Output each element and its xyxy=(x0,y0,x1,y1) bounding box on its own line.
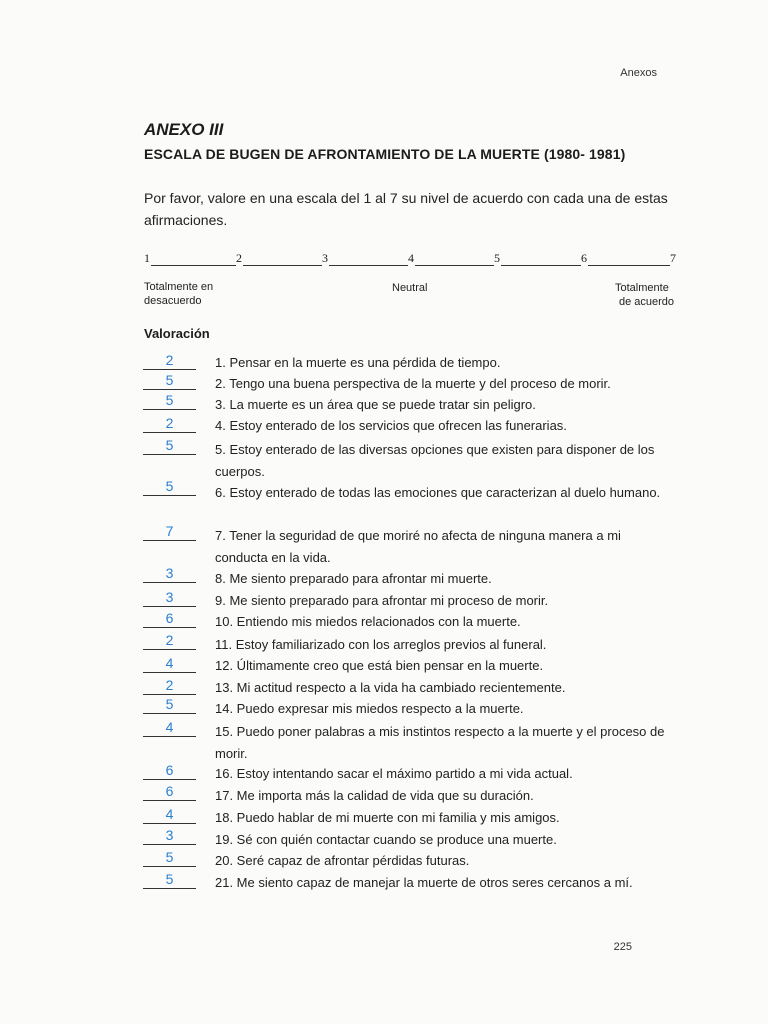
answer-field[interactable] xyxy=(143,564,196,583)
item-statement: 6. Estoy enterado de todas las emociones que caracterizan al duelo humano. xyxy=(215,485,661,500)
answer-value: 4 xyxy=(165,655,174,671)
answer-value: 4 xyxy=(165,719,174,735)
item-statement: 8. Me siento preparado para afrontar mi muerte. xyxy=(215,571,492,586)
item-statement: 9. Me siento preparado para afrontar mi proceso de morir. xyxy=(215,593,549,608)
scale-number-6: 6 xyxy=(581,251,587,265)
running-header: Anexos xyxy=(620,67,657,79)
answer-field[interactable] xyxy=(143,436,196,455)
answer-field[interactable] xyxy=(143,371,196,390)
scale-right-label-line: Totalmente xyxy=(615,282,669,294)
scale-left-label xyxy=(144,280,213,308)
scale-segment xyxy=(151,265,236,266)
item-statement: 14. Puedo expresar mis miedos respecto a la muerte. xyxy=(215,701,524,716)
answer-field[interactable] xyxy=(143,351,196,370)
answer-value: 5 xyxy=(165,478,174,494)
answer-value: 6 xyxy=(165,762,174,778)
item-statement: 21. Me siento capaz de manejar la muerte de otros seres cercanos a mí. xyxy=(215,875,633,890)
scale-title: ESCALA DE BUGEN DE AFRONTAMIENTO DE LA MUERTE (1980- 1981) xyxy=(144,146,626,162)
answer-value: 3 xyxy=(165,827,174,843)
answer-value: 2 xyxy=(165,677,174,693)
scale-number-7: 7 xyxy=(670,251,676,265)
likert-scale xyxy=(144,251,680,269)
answer-value: 5 xyxy=(165,392,174,408)
answer-value: 3 xyxy=(165,565,174,581)
scale-segment xyxy=(588,265,670,266)
item-statement: 12. Últimamente creo que está bien pensar en la muerte. xyxy=(215,658,544,673)
scale-right-label xyxy=(615,281,674,309)
answer-field[interactable] xyxy=(143,522,196,541)
answer-value: 5 xyxy=(165,372,174,388)
answer-field[interactable] xyxy=(143,695,196,714)
scale-number-3: 3 xyxy=(322,251,328,265)
answer-value: 5 xyxy=(165,849,174,865)
answer-field[interactable] xyxy=(143,782,196,801)
answer-field[interactable] xyxy=(143,805,196,824)
scale-number-5: 5 xyxy=(494,251,500,265)
item-statement: 11. Estoy familiarizado con los arreglos previos al funeral. xyxy=(215,637,547,652)
answer-field[interactable] xyxy=(143,848,196,867)
item-statement: 7. Tener la seguridad de que moriré no afecta de ninguna manera a mi conducta en la vida. xyxy=(215,528,621,565)
scale-left-label-line: Totalmente en xyxy=(144,281,214,293)
section-title: Valoración xyxy=(144,326,210,341)
annex-title: ANEXO III xyxy=(144,120,224,139)
scale-number-1: 1 xyxy=(144,251,150,265)
page-number: 225 xyxy=(613,941,632,953)
answer-field[interactable] xyxy=(143,414,196,433)
scale-left-label-line: desacuerdo xyxy=(144,295,202,307)
instructions-text: Por favor, valore en una escala del 1 al 7 su nivel de acuerdo con cada una de estas afirmaciones. xyxy=(144,190,668,228)
item-statement: 20. Seré capaz de afrontar pérdidas futuras. xyxy=(215,853,470,868)
item-statement: 16. Estoy intentando sacar el máximo partido a mi vida actual. xyxy=(215,766,573,781)
answer-field[interactable] xyxy=(143,718,196,737)
answer-value: 2 xyxy=(165,632,174,648)
item-statement: 13. Mi actitud respecto a la vida ha cambiado recientemente. xyxy=(215,680,566,695)
item-statement: 4. Estoy enterado de los servicios que ofrecen las funerarias. xyxy=(215,418,567,433)
answer-field[interactable] xyxy=(143,761,196,780)
answer-field[interactable] xyxy=(143,477,196,496)
answer-value: 3 xyxy=(165,589,174,605)
scale-middle-label: Neutral xyxy=(392,282,428,294)
answer-field[interactable] xyxy=(143,870,196,889)
scale-number-4: 4 xyxy=(408,251,414,265)
answer-value: 5 xyxy=(165,696,174,712)
answer-field[interactable] xyxy=(143,676,196,695)
answer-value: 5 xyxy=(165,437,174,453)
answer-field[interactable] xyxy=(143,588,196,607)
scale-segment xyxy=(329,265,408,266)
answer-value: 4 xyxy=(165,806,174,822)
item-statement: 3. La muerte es un área que se puede tratar sin peligro. xyxy=(215,397,536,412)
scale-number-2: 2 xyxy=(236,251,242,265)
answer-value: 6 xyxy=(165,610,174,626)
item-statement: 2. Tengo una buena perspectiva de la muerte y del proceso de morir. xyxy=(215,376,611,391)
scale-segment xyxy=(243,265,322,266)
item-statement: 5. Estoy enterado de las diversas opciones que existen para disponer de los cuerpos. xyxy=(215,442,655,479)
scale-segment xyxy=(501,265,581,266)
answer-value: 5 xyxy=(165,871,174,887)
item-statement: 18. Puedo hablar de mi muerte con mi familia y mis amigos. xyxy=(215,810,560,825)
answer-value: 7 xyxy=(165,523,174,539)
item-statement: 15. Puedo poner palabras a mis instintos respecto a la muerte y el proceso de morir. xyxy=(215,724,665,761)
answer-field[interactable] xyxy=(143,609,196,628)
scale-right-label-line: de acuerdo xyxy=(619,296,675,308)
item-statement: 1. Pensar en la muerte es una pérdida de tiempo. xyxy=(215,355,501,370)
item-statement: 10. Entiendo mis miedos relacionados con la muerte. xyxy=(215,614,521,629)
answer-field[interactable] xyxy=(143,826,196,845)
scale-segment xyxy=(415,265,494,266)
answer-value: 2 xyxy=(165,415,174,431)
answer-value: 2 xyxy=(165,352,174,368)
item-statement: 19. Sé con quién contactar cuando se produce una muerte. xyxy=(215,832,557,847)
answer-value: 6 xyxy=(165,783,174,799)
answer-field[interactable] xyxy=(143,631,196,650)
item-statement: 17. Me importa más la calidad de vida que su duración. xyxy=(215,788,534,803)
answer-field[interactable] xyxy=(143,391,196,410)
answer-field[interactable] xyxy=(143,654,196,673)
